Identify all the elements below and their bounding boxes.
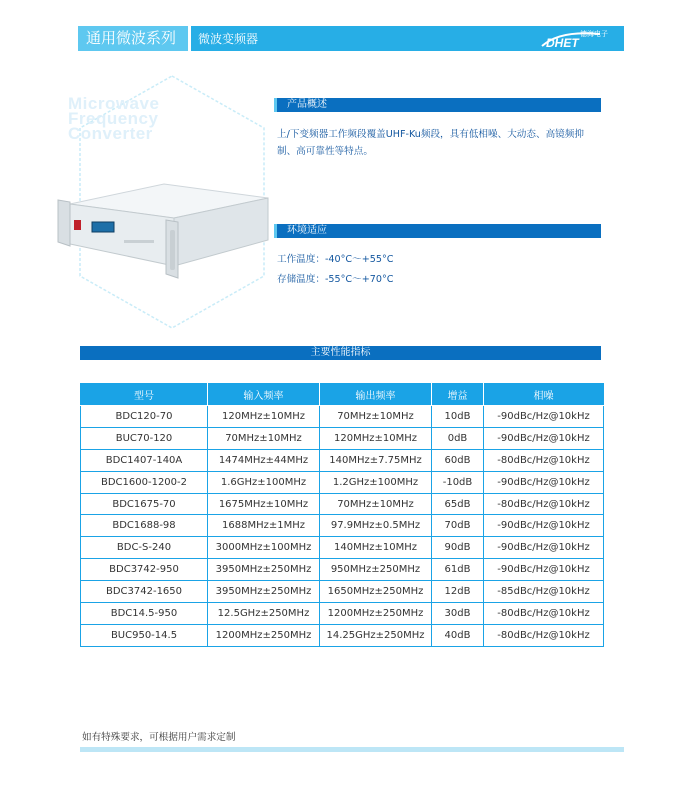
logo-brand-cn: 德海电子 bbox=[580, 30, 608, 38]
section-accent bbox=[274, 98, 277, 112]
specs-title: 主要性能指标 bbox=[80, 346, 601, 360]
phase-noise-cell: -90dBc/Hz@10kHz bbox=[484, 406, 604, 428]
input-frequency-cell: 70MHz±10MHz bbox=[208, 427, 320, 449]
dhet-logo bbox=[540, 28, 618, 49]
header-divider bbox=[188, 26, 191, 51]
column-header-output-frequency: 输出频率 bbox=[320, 384, 432, 406]
gain-cell: 90dB bbox=[432, 537, 484, 559]
page-title: 微波变频器 bbox=[198, 32, 259, 46]
table-header-row bbox=[81, 384, 604, 406]
table-row bbox=[81, 406, 604, 428]
input-frequency-cell: 12.5GHz±250MHz bbox=[208, 603, 320, 625]
phase-noise-cell: -90dBc/Hz@10kHz bbox=[484, 559, 604, 581]
customization-note: 如有特殊要求，可根据用户需求定制 bbox=[82, 732, 236, 743]
table-row bbox=[81, 471, 604, 493]
environment-title: 环境适应 bbox=[287, 225, 327, 236]
watermark-line: Microwave bbox=[68, 94, 160, 113]
power-switch-icon bbox=[74, 220, 81, 230]
output-frequency-cell: 950MHz±250MHz bbox=[320, 559, 432, 581]
table-row bbox=[81, 427, 604, 449]
phase-noise-cell: -80dBc/Hz@10kHz bbox=[484, 493, 604, 515]
table-row bbox=[81, 559, 604, 581]
table-row bbox=[81, 603, 604, 625]
input-frequency-cell: 1474MHz±44MHz bbox=[208, 449, 320, 471]
phase-noise-cell: -80dBc/Hz@10kHz bbox=[484, 449, 604, 471]
phase-noise-cell: -90dBc/Hz@10kHz bbox=[484, 537, 604, 559]
table-row bbox=[81, 581, 604, 603]
output-frequency-cell: 1200MHz±250MHz bbox=[320, 603, 432, 625]
table-row bbox=[81, 493, 604, 515]
phase-noise-cell: -80dBc/Hz@10kHz bbox=[484, 624, 604, 646]
input-frequency-cell: 1200MHz±250MHz bbox=[208, 624, 320, 646]
model-cell: BDC120-70 bbox=[81, 406, 208, 428]
output-frequency-cell: 1650MHz±250MHz bbox=[320, 581, 432, 603]
overview-text: 上/下变频器工作频段覆盖UHF-Ku频段，具有低相噪、大动态、高镜频抑制、高可靠性等特点。 bbox=[277, 129, 584, 157]
output-frequency-cell: 140MHz±7.75MHz bbox=[320, 449, 432, 471]
overview-section-bar bbox=[274, 98, 601, 112]
watermark-line: Frequency bbox=[68, 109, 159, 128]
phase-noise-cell: -80dBc/Hz@10kHz bbox=[484, 603, 604, 625]
column-header-model: 型号 bbox=[81, 384, 208, 406]
output-frequency-cell: 97.9MHz±0.5MHz bbox=[320, 515, 432, 537]
input-frequency-cell: 3950MHz±250MHz bbox=[208, 581, 320, 603]
model-cell: BDC1675-70 bbox=[81, 493, 208, 515]
output-frequency-cell: 70MHz±10MHz bbox=[320, 493, 432, 515]
table-row bbox=[81, 449, 604, 471]
footer-bar bbox=[80, 747, 624, 752]
model-cell: BDC14.5-950 bbox=[81, 603, 208, 625]
watermark-line: Converter bbox=[68, 124, 153, 143]
gain-cell: 70dB bbox=[432, 515, 484, 537]
output-frequency-cell: 14.25GHz±250MHz bbox=[320, 624, 432, 646]
output-frequency-cell: 1.2GHz±100MHz bbox=[320, 471, 432, 493]
phase-noise-cell: -90dBc/Hz@10kHz bbox=[484, 471, 604, 493]
column-header-phase-noise: 相噪 bbox=[484, 384, 604, 406]
environment-section-bar bbox=[274, 224, 601, 238]
model-cell: BDC1600-1200-2 bbox=[81, 471, 208, 493]
model-cell: BDC3742-1650 bbox=[81, 581, 208, 603]
operating-temperature: 工作温度：-40°C～+55°C bbox=[277, 254, 394, 265]
gain-cell: 61dB bbox=[432, 559, 484, 581]
output-frequency-cell: 140MHz±10MHz bbox=[320, 537, 432, 559]
input-frequency-cell: 3950MHz±250MHz bbox=[208, 559, 320, 581]
model-cell: BUC70-120 bbox=[81, 427, 208, 449]
product-watermark bbox=[68, 96, 159, 141]
column-header-input-frequency: 输入频率 bbox=[208, 384, 320, 406]
overview-title: 产品概述 bbox=[287, 99, 327, 110]
output-frequency-cell: 120MHz±10MHz bbox=[320, 427, 432, 449]
input-frequency-cell: 1675MHz±10MHz bbox=[208, 493, 320, 515]
header-bar bbox=[78, 26, 624, 51]
series-label: 通用微波系列 bbox=[78, 26, 188, 51]
section-accent bbox=[274, 224, 277, 238]
display-icon bbox=[92, 222, 114, 232]
output-frequency-cell: 70MHz±10MHz bbox=[320, 406, 432, 428]
input-frequency-cell: 1688MHz±1MHz bbox=[208, 515, 320, 537]
model-cell: BDC1407-140A bbox=[81, 449, 208, 471]
gain-cell: 30dB bbox=[432, 603, 484, 625]
model-cell: BUC950-14.5 bbox=[81, 624, 208, 646]
input-frequency-cell: 1.6GHz±100MHz bbox=[208, 471, 320, 493]
model-cell: BDC1688-98 bbox=[81, 515, 208, 537]
model-cell: BDC-S-240 bbox=[81, 537, 208, 559]
table-row bbox=[81, 537, 604, 559]
phase-noise-cell: -90dBc/Hz@10kHz bbox=[484, 427, 604, 449]
gain-cell: 0dB bbox=[432, 427, 484, 449]
table-row bbox=[81, 624, 604, 646]
gain-cell: 10dB bbox=[432, 406, 484, 428]
gain-cell: 60dB bbox=[432, 449, 484, 471]
gain-cell: 40dB bbox=[432, 624, 484, 646]
column-header-gain: 增益 bbox=[432, 384, 484, 406]
specs-table bbox=[80, 383, 604, 647]
phase-noise-cell: -90dBc/Hz@10kHz bbox=[484, 515, 604, 537]
storage-temperature: 存储温度：-55°C～+70°C bbox=[277, 274, 394, 285]
gain-cell: 12dB bbox=[432, 581, 484, 603]
gain-cell: -10dB bbox=[432, 471, 484, 493]
converter-device-image bbox=[54, 182, 274, 282]
input-frequency-cell: 120MHz±10MHz bbox=[208, 406, 320, 428]
gain-cell: 65dB bbox=[432, 493, 484, 515]
logo-brand-en: DHET bbox=[546, 36, 579, 49]
table-row bbox=[81, 515, 604, 537]
model-cell: BDC3742-950 bbox=[81, 559, 208, 581]
phase-noise-cell: -85dBc/Hz@10kHz bbox=[484, 581, 604, 603]
input-frequency-cell: 3000MHz±100MHz bbox=[208, 537, 320, 559]
